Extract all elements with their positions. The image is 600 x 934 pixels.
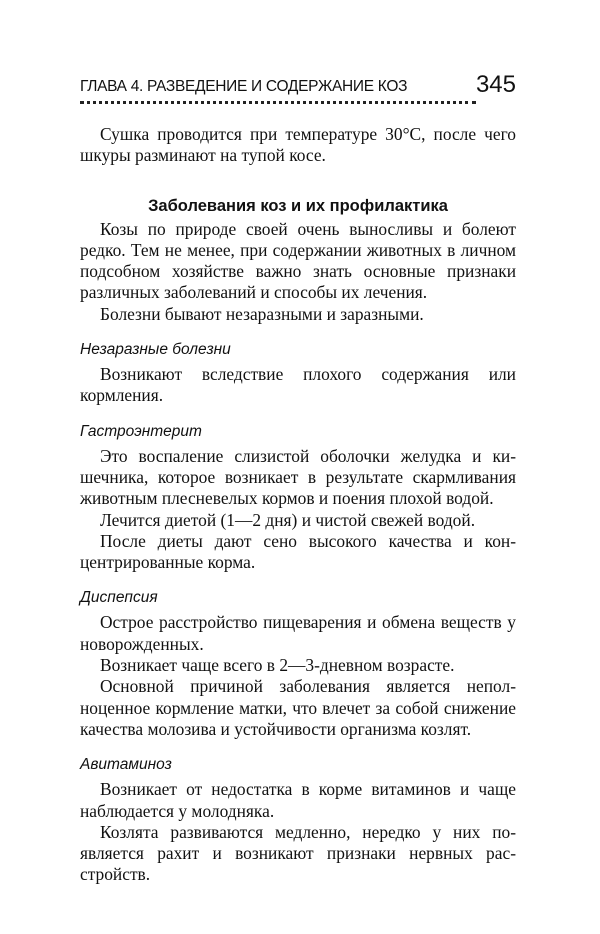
subsection-heading-gastroenteritis: Гастроэнтерит <box>80 422 202 440</box>
intro-paragraph: Сушка проводится при температуре 30°С, после чего шкуры разминают на тупой косе. <box>80 124 516 166</box>
subsection-paragraph: После диеты дают сено высокого качества и концентрированные корма. <box>80 530 516 573</box>
subsection-paragraph: Острое расстройство пищеварения и обмена веществ у новорожденных. <box>80 612 516 654</box>
page-number: 345 <box>475 71 516 98</box>
subsection-paragraph: Возникает чаще всего в 2—3-дневном возрасте. <box>100 655 455 676</box>
subsection-paragraph: Основной причиной заболевания является неполноценное кормление матки, что влечет за собой снижение качества молозива и устойчивости организма козлят. <box>80 676 516 739</box>
subsection-paragraph: Возникают вследствие плохого содержания или кормления. <box>80 364 516 406</box>
subsection-paragraph: Это воспаление слизистой оболочки желудка и кишечника, которое возникает в результате скармливания животным плесневелых кормов и поения плохой водой. <box>80 445 516 509</box>
subsection-paragraph: Лечится диетой (1—2 дня) и чистой свежей водой. <box>100 509 476 530</box>
book-page <box>80 0 516 934</box>
page-body <box>80 124 516 886</box>
subsection-paragraph: Козлята развиваются медленно, нередко у них появляется рахит и возникают признаки нервных расстройств. <box>80 821 516 885</box>
subsection-heading-avitaminosis: Авитаминоз <box>80 756 172 774</box>
subsection-heading-dyspepsia: Диспепсия <box>80 589 158 607</box>
running-header <box>80 72 516 102</box>
section-paragraph: Козы по природе своей очень выносливы и болеют редко. Тем не менее, при содержании животных в личном подсобном хозяйстве важно знать основные признаки различных заболеваний и способы их лечения. <box>80 218 516 303</box>
section-paragraph: Болезни бывают незаразными и заразными. <box>100 303 424 324</box>
subsection-heading-noncontagious: Незаразные болезни <box>80 341 231 359</box>
subsection-paragraph: Возникает от недостатка в корме витаминов и чаще наблюдается у молодняка. <box>80 779 516 821</box>
header-dotted-rule <box>80 101 476 104</box>
chapter-title: ГЛАВА 4. РАЗВЕДЕНИЕ И СОДЕРЖАНИЕ КОЗ <box>80 78 408 95</box>
section-title: Заболевания коз и их профилактика <box>148 196 448 215</box>
